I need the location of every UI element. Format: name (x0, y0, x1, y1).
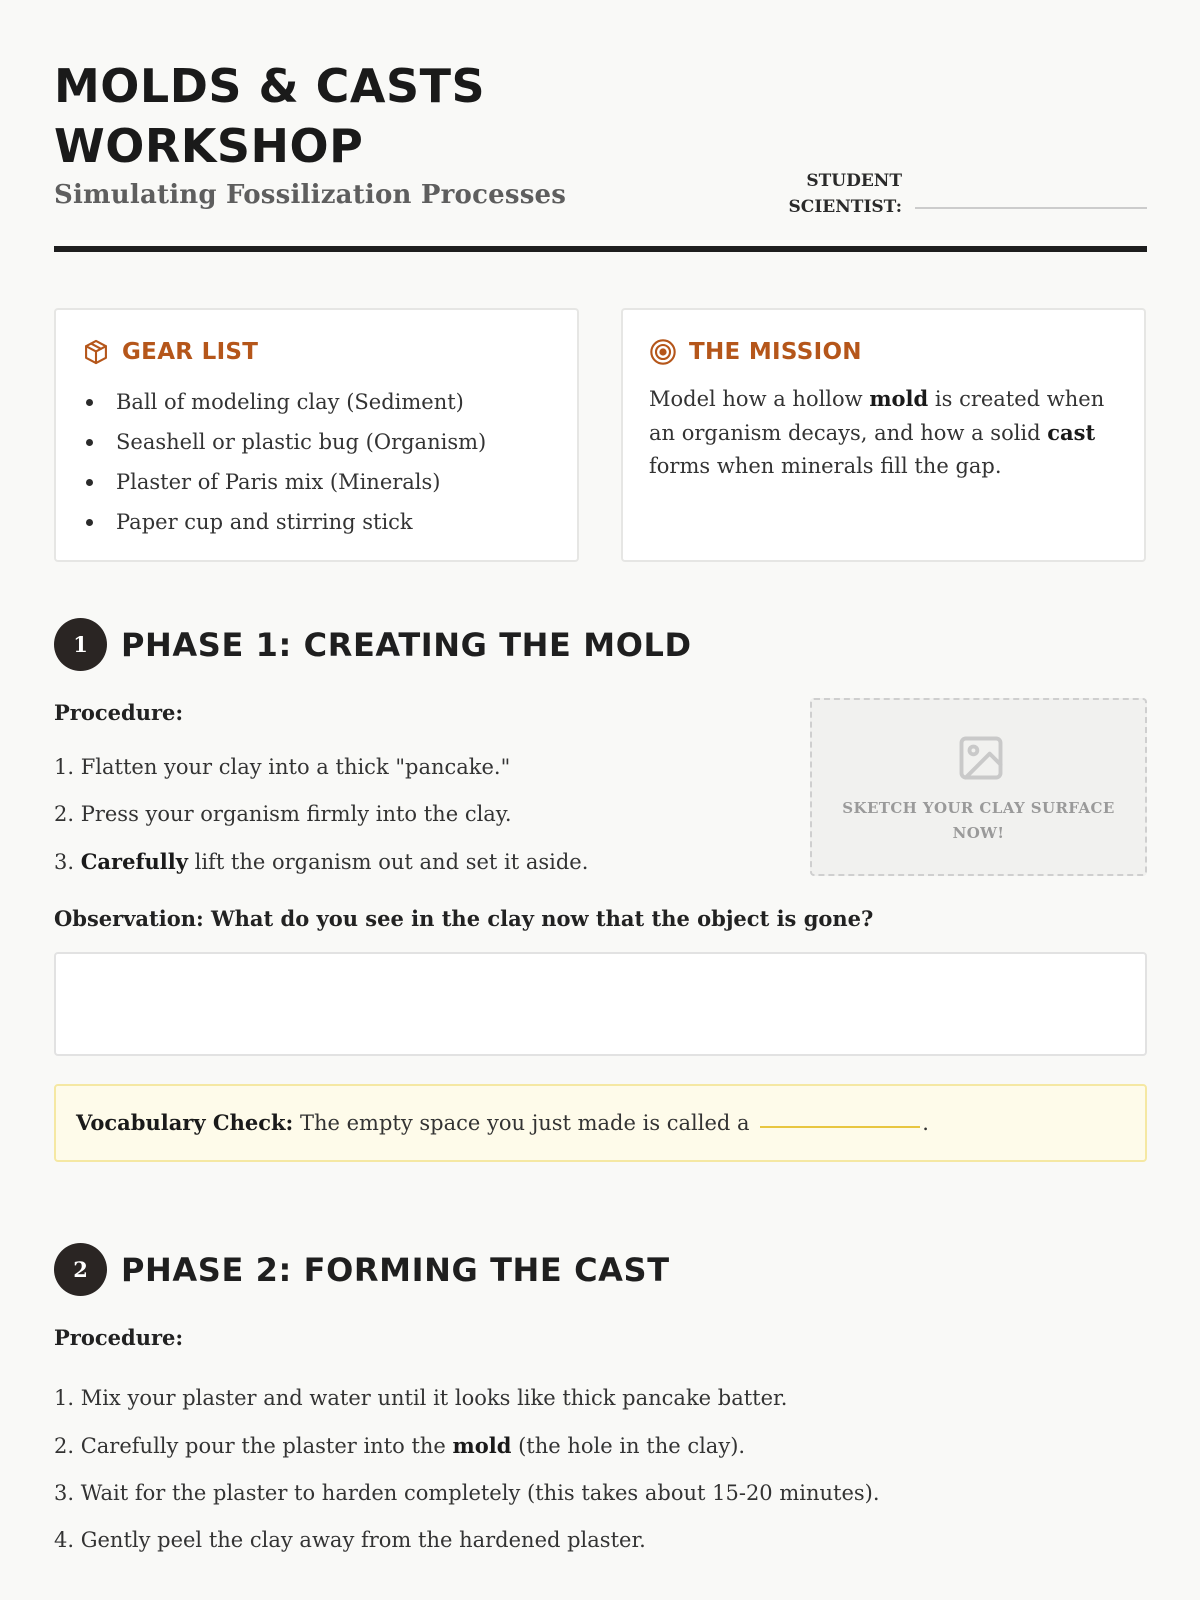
step-item: 3. Carefully lift the organism out and set it aside. (54, 849, 589, 874)
sketch-prompt: SKETCH YOUR CLAY SURFACE NOW! (842, 799, 1115, 842)
observation-answer-field[interactable] (54, 952, 1147, 1056)
phase-1-title: PHASE 1: CREATING THE MOLD (121, 625, 692, 664)
step-item: 2. Carefully pour the plaster into the mold (the hole in the clay). (54, 1433, 746, 1458)
cast-term: cast (1047, 420, 1096, 445)
gear-list (82, 382, 486, 542)
phase-2-heading (54, 1243, 670, 1296)
phase-1-steps (54, 744, 588, 886)
phase-1-procedure-label: Procedure: (54, 700, 184, 725)
student-label-line-2: SCIENTIST: (788, 197, 902, 217)
page-title (54, 56, 714, 176)
phase-1-number-badge: 1 (54, 618, 107, 671)
image-icon (955, 732, 1007, 784)
mission-card (621, 308, 1146, 562)
vocab-label: Vocabulary Check: (76, 1110, 294, 1135)
sketch-area[interactable] (810, 698, 1147, 876)
gear-item: Seashell or plastic bug (Organism) (82, 422, 486, 462)
gear-list-title: GEAR LIST (122, 339, 259, 365)
step-item: 1. Mix your plaster and water until it looks like thick pancake batter. (54, 1386, 788, 1410)
vocab-blank-field[interactable] (760, 1126, 920, 1128)
step-item: 2. Press your organism firmly into the clay. (54, 802, 512, 826)
step-item: 1. Flatten your clay into a thick "pancake." (54, 755, 511, 779)
emphasis-text: Carefully (80, 849, 188, 874)
vocabulary-check-text: Vocabulary Check: The empty space you just made is called a . (76, 1110, 929, 1135)
step-item: 3. Wait for the plaster to harden completely (this takes about 15-20 minutes). (54, 1481, 880, 1505)
observation-question: Observation: What do you see in the clay now that the object is gone? (54, 906, 874, 931)
student-scientist-label (760, 168, 902, 220)
gear-item: Plaster of Paris mix (Minerals) (82, 462, 486, 502)
package-icon (82, 338, 110, 366)
phase-2-number-badge: 2 (54, 1243, 107, 1296)
mission-title: THE MISSION (689, 339, 862, 365)
title-line-2: WORKSHOP (54, 119, 364, 173)
phase-2-procedure-label: Procedure: (54, 1325, 184, 1350)
header-divider (54, 246, 1147, 252)
mold-term: mold (452, 1433, 512, 1458)
target-icon (649, 338, 677, 366)
mold-term: mold (869, 386, 929, 411)
page-subtitle: Simulating Fossilization Processes (54, 180, 567, 210)
gear-list-header (82, 338, 258, 366)
gear-list-card (54, 308, 579, 562)
phase-2-steps (54, 1375, 880, 1564)
step-item: 4. Gently peel the clay away from the hardened plaster. (54, 1528, 646, 1552)
mission-header (649, 338, 862, 366)
student-label-line-1: STUDENT (806, 171, 902, 191)
title-line-1: MOLDS & CASTS (54, 59, 486, 113)
student-name-field[interactable] (915, 207, 1147, 209)
phase-2-title: PHASE 2: FORMING THE CAST (121, 1250, 670, 1289)
phase-1-heading (54, 618, 692, 671)
gear-item: Ball of modeling clay (Sediment) (82, 382, 486, 422)
mission-text: Model how a hollow mold is created when an organism decays, and how a solid cast forms when minerals fill the gap. (649, 386, 1105, 478)
gear-item: Paper cup and stirring stick (82, 502, 486, 542)
vocabulary-check-box (54, 1084, 1147, 1162)
